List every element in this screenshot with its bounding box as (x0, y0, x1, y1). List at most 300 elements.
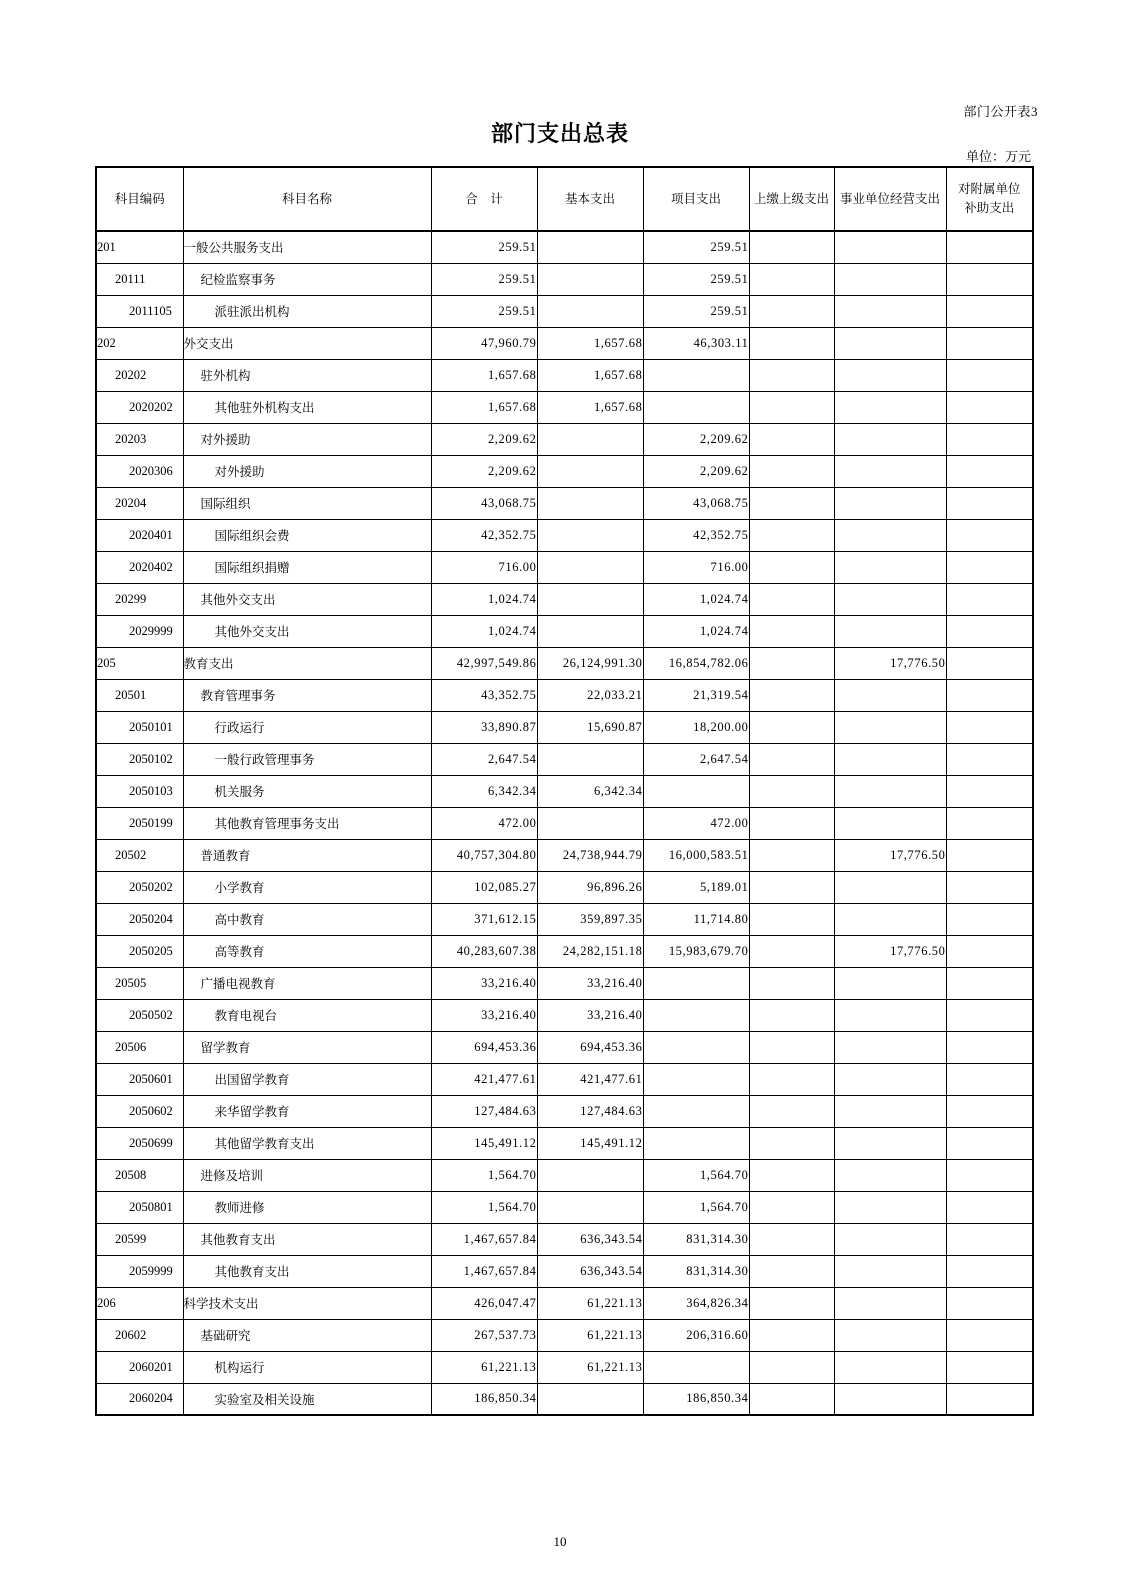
cell-upper-level (749, 871, 834, 903)
cell-operating (834, 455, 946, 487)
cell-total: 6,342.34 (431, 775, 537, 807)
table-row (96, 551, 1033, 583)
cell-operating (834, 967, 946, 999)
cell-total: 42,352.75 (431, 519, 537, 551)
table-row (96, 391, 1033, 423)
page-title: 部门支出总表 (490, 121, 629, 146)
cell-upper-level (749, 743, 834, 775)
cell-upper-level (749, 775, 834, 807)
table-row (96, 295, 1033, 327)
cell-basic (537, 231, 643, 263)
cell-subsidy (946, 1351, 1033, 1383)
cell-project: 21,319.54 (643, 679, 749, 711)
cell-subsidy (946, 935, 1033, 967)
cell-basic: 22,033.21 (537, 679, 643, 711)
table-row (96, 679, 1033, 711)
cell-project: 46,303.11 (643, 327, 749, 359)
cell-basic: 694,453.36 (537, 1031, 643, 1063)
cell-subsidy (946, 583, 1033, 615)
cell-basic: 636,343.54 (537, 1223, 643, 1255)
cell-subsidy (946, 839, 1033, 871)
cell-upper-level (749, 615, 834, 647)
cell-basic: 6,342.34 (537, 775, 643, 807)
cell-operating (834, 1351, 946, 1383)
cell-name: 实验室及相关设施 (183, 1383, 431, 1415)
cell-code: 2020306 (96, 455, 183, 487)
cell-project: 18,200.00 (643, 711, 749, 743)
cell-subsidy (946, 1319, 1033, 1351)
cell-total: 33,216.40 (431, 999, 537, 1031)
cell-subsidy (946, 519, 1033, 551)
cell-subsidy (946, 999, 1033, 1031)
cell-name: 其他外交支出 (183, 583, 431, 615)
cell-code: 2050101 (96, 711, 183, 743)
cell-total: 2,209.62 (431, 423, 537, 455)
cell-subsidy (946, 487, 1033, 519)
cell-operating (834, 1191, 946, 1223)
table-row (96, 455, 1033, 487)
cell-basic: 33,216.40 (537, 967, 643, 999)
cell-total: 1,657.68 (431, 391, 537, 423)
table-row (96, 967, 1033, 999)
cell-project (643, 1095, 749, 1127)
cell-operating (834, 295, 946, 327)
cell-project (643, 359, 749, 391)
table-row (96, 1255, 1033, 1287)
cell-project (643, 775, 749, 807)
cell-basic: 61,221.13 (537, 1287, 643, 1319)
cell-upper-level (749, 1351, 834, 1383)
cell-code: 2050801 (96, 1191, 183, 1223)
column-header-code: 科目编码 (96, 167, 183, 231)
cell-name: 其他教育支出 (183, 1255, 431, 1287)
cell-upper-level (749, 1191, 834, 1223)
cell-project: 2,647.54 (643, 743, 749, 775)
cell-subsidy (946, 359, 1033, 391)
cell-total: 421,477.61 (431, 1063, 537, 1095)
cell-upper-level (749, 839, 834, 871)
cell-project (643, 1031, 749, 1063)
cell-subsidy (946, 679, 1033, 711)
table-row (96, 647, 1033, 679)
cell-upper-level (749, 711, 834, 743)
cell-operating (834, 551, 946, 583)
cell-upper-level (749, 935, 834, 967)
cell-operating (834, 519, 946, 551)
cell-basic (537, 583, 643, 615)
cell-name: 机关服务 (183, 775, 431, 807)
cell-code: 205 (96, 647, 183, 679)
cell-operating (834, 1095, 946, 1127)
cell-total: 1,657.68 (431, 359, 537, 391)
cell-code: 2020402 (96, 551, 183, 583)
cell-total: 43,352.75 (431, 679, 537, 711)
cell-basic (537, 551, 643, 583)
cell-operating (834, 1223, 946, 1255)
cell-subsidy (946, 711, 1033, 743)
cell-operating (834, 327, 946, 359)
cell-name: 行政运行 (183, 711, 431, 743)
cell-project: 259.51 (643, 295, 749, 327)
cell-code: 2020401 (96, 519, 183, 551)
cell-upper-level (749, 263, 834, 295)
cell-total: 33,216.40 (431, 967, 537, 999)
table-header (96, 167, 1033, 231)
cell-name: 一般行政管理事务 (183, 743, 431, 775)
cell-name: 国际组织会费 (183, 519, 431, 551)
cell-name: 高等教育 (183, 935, 431, 967)
cell-code: 20203 (96, 423, 183, 455)
cell-code: 20202 (96, 359, 183, 391)
cell-subsidy (946, 263, 1033, 295)
cell-basic (537, 615, 643, 647)
cell-upper-level (749, 359, 834, 391)
cell-code: 2050204 (96, 903, 183, 935)
cell-name: 其他外交支出 (183, 615, 431, 647)
table-row (96, 1095, 1033, 1127)
cell-code: 2020202 (96, 391, 183, 423)
cell-upper-level (749, 455, 834, 487)
cell-total: 1,564.70 (431, 1191, 537, 1223)
cell-basic: 24,738,944.79 (537, 839, 643, 871)
cell-subsidy (946, 1383, 1033, 1415)
cell-code: 20502 (96, 839, 183, 871)
cell-upper-level (749, 999, 834, 1031)
cell-upper-level (749, 519, 834, 551)
cell-subsidy (946, 1223, 1033, 1255)
cell-basic (537, 423, 643, 455)
cell-basic: 96,896.26 (537, 871, 643, 903)
table-row (96, 423, 1033, 455)
table-row (96, 359, 1033, 391)
cell-total: 259.51 (431, 231, 537, 263)
cell-upper-level (749, 487, 834, 519)
cell-project (643, 1127, 749, 1159)
cell-total: 259.51 (431, 295, 537, 327)
cell-total: 694,453.36 (431, 1031, 537, 1063)
table-row (96, 327, 1033, 359)
cell-total: 472.00 (431, 807, 537, 839)
cell-operating (834, 807, 946, 839)
cell-name: 教育支出 (183, 647, 431, 679)
cell-code: 20111 (96, 263, 183, 295)
cell-subsidy (946, 551, 1033, 583)
cell-subsidy (946, 903, 1033, 935)
cell-code: 20204 (96, 487, 183, 519)
cell-total: 1,024.74 (431, 615, 537, 647)
cell-project: 259.51 (643, 263, 749, 295)
cell-name: 留学教育 (183, 1031, 431, 1063)
cell-total: 40,757,304.80 (431, 839, 537, 871)
cell-upper-level (749, 1255, 834, 1287)
cell-project: 2,209.62 (643, 423, 749, 455)
cell-operating (834, 1255, 946, 1287)
cell-total: 127,484.63 (431, 1095, 537, 1127)
cell-name: 出国留学教育 (183, 1063, 431, 1095)
cell-upper-level (749, 583, 834, 615)
cell-subsidy (946, 295, 1033, 327)
cell-operating: 17,776.50 (834, 839, 946, 871)
cell-name: 国际组织捐赠 (183, 551, 431, 583)
cell-project: 364,826.34 (643, 1287, 749, 1319)
cell-operating (834, 1287, 946, 1319)
cell-operating (834, 231, 946, 263)
doc-label: 部门公开表3 (963, 104, 1038, 119)
table-row (96, 839, 1033, 871)
cell-code: 20501 (96, 679, 183, 711)
cell-name: 对外援助 (183, 423, 431, 455)
cell-basic: 421,477.61 (537, 1063, 643, 1095)
cell-subsidy (946, 871, 1033, 903)
cell-project: 2,209.62 (643, 455, 749, 487)
cell-subsidy (946, 1191, 1033, 1223)
cell-name: 其他留学教育支出 (183, 1127, 431, 1159)
cell-code: 20299 (96, 583, 183, 615)
cell-operating: 17,776.50 (834, 935, 946, 967)
column-header-total: 合 计 (431, 167, 537, 231)
cell-name: 小学教育 (183, 871, 431, 903)
cell-operating (834, 423, 946, 455)
cell-total: 40,283,607.38 (431, 935, 537, 967)
cell-project: 472.00 (643, 807, 749, 839)
table-row (96, 871, 1033, 903)
table-row (96, 1127, 1033, 1159)
cell-project: 1,564.70 (643, 1159, 749, 1191)
cell-name: 其他教育管理事务支出 (183, 807, 431, 839)
table-row (96, 743, 1033, 775)
cell-basic: 1,657.68 (537, 327, 643, 359)
cell-project: 206,316.60 (643, 1319, 749, 1351)
cell-basic: 359,897.35 (537, 903, 643, 935)
cell-operating (834, 615, 946, 647)
cell-operating (834, 775, 946, 807)
cell-project: 831,314.30 (643, 1255, 749, 1287)
cell-name: 一般公共服务支出 (183, 231, 431, 263)
cell-upper-level (749, 1159, 834, 1191)
table-row (96, 1223, 1033, 1255)
cell-basic (537, 263, 643, 295)
table-row (96, 615, 1033, 647)
cell-code: 2060204 (96, 1383, 183, 1415)
table-row (96, 263, 1033, 295)
cell-operating (834, 903, 946, 935)
cell-basic: 127,484.63 (537, 1095, 643, 1127)
cell-code: 2050202 (96, 871, 183, 903)
unit-label: 单位：万元 (965, 149, 1031, 164)
cell-total: 145,491.12 (431, 1127, 537, 1159)
cell-subsidy (946, 743, 1033, 775)
cell-upper-level (749, 327, 834, 359)
cell-upper-level (749, 903, 834, 935)
cell-name: 科学技术支出 (183, 1287, 431, 1319)
column-header-subsidy: 对附属单位 补助支出 (946, 167, 1033, 231)
cell-operating (834, 999, 946, 1031)
cell-upper-level (749, 647, 834, 679)
cell-upper-level (749, 295, 834, 327)
cell-operating (834, 487, 946, 519)
column-header-basic: 基本支出 (537, 167, 643, 231)
header-row (96, 167, 1033, 231)
cell-total: 2,647.54 (431, 743, 537, 775)
table-row (96, 231, 1033, 263)
cell-total: 43,068.75 (431, 487, 537, 519)
cell-project: 43,068.75 (643, 487, 749, 519)
page-number: 10 (553, 1534, 567, 1549)
cell-subsidy (946, 807, 1033, 839)
cell-basic: 33,216.40 (537, 999, 643, 1031)
cell-project: 11,714.80 (643, 903, 749, 935)
cell-total: 1,564.70 (431, 1159, 537, 1191)
cell-basic: 1,657.68 (537, 391, 643, 423)
cell-operating (834, 583, 946, 615)
cell-operating (834, 263, 946, 295)
table-row (96, 1063, 1033, 1095)
cell-project: 1,024.74 (643, 583, 749, 615)
cell-total: 47,960.79 (431, 327, 537, 359)
cell-project: 259.51 (643, 231, 749, 263)
cell-name: 教育电视台 (183, 999, 431, 1031)
table-row (96, 1383, 1033, 1415)
cell-name: 其他驻外机构支出 (183, 391, 431, 423)
cell-upper-level (749, 551, 834, 583)
cell-name: 高中教育 (183, 903, 431, 935)
cell-subsidy (946, 1159, 1033, 1191)
cell-code: 2050699 (96, 1127, 183, 1159)
cell-operating (834, 1319, 946, 1351)
cell-code: 2029999 (96, 615, 183, 647)
cell-name: 教师进修 (183, 1191, 431, 1223)
cell-basic (537, 807, 643, 839)
cell-total: 1,467,657.84 (431, 1223, 537, 1255)
cell-subsidy (946, 455, 1033, 487)
cell-code: 20506 (96, 1031, 183, 1063)
column-header-upper-level: 上缴上级支出 (749, 167, 834, 231)
cell-operating (834, 1063, 946, 1095)
cell-upper-level (749, 1095, 834, 1127)
cell-operating (834, 359, 946, 391)
table-row (96, 711, 1033, 743)
cell-operating (834, 1127, 946, 1159)
cell-name: 对外援助 (183, 455, 431, 487)
table-row (96, 935, 1033, 967)
cell-project (643, 1351, 749, 1383)
cell-project: 186,850.34 (643, 1383, 749, 1415)
cell-total: 426,047.47 (431, 1287, 537, 1319)
cell-subsidy (946, 1031, 1033, 1063)
cell-name: 派驻派出机构 (183, 295, 431, 327)
cell-operating (834, 1383, 946, 1415)
cell-basic (537, 455, 643, 487)
cell-basic: 61,221.13 (537, 1351, 643, 1383)
cell-name: 驻外机构 (183, 359, 431, 391)
cell-operating (834, 1031, 946, 1063)
cell-name: 外交支出 (183, 327, 431, 359)
cell-project: 1,564.70 (643, 1191, 749, 1223)
cell-subsidy (946, 391, 1033, 423)
cell-project: 1,024.74 (643, 615, 749, 647)
cell-code: 2050199 (96, 807, 183, 839)
cell-code: 20602 (96, 1319, 183, 1351)
cell-basic (537, 1159, 643, 1191)
cell-project: 831,314.30 (643, 1223, 749, 1255)
cell-subsidy (946, 615, 1033, 647)
cell-code: 20599 (96, 1223, 183, 1255)
cell-upper-level (749, 391, 834, 423)
cell-total: 33,890.87 (431, 711, 537, 743)
cell-upper-level (749, 1063, 834, 1095)
table-row (96, 1319, 1033, 1351)
cell-code: 20505 (96, 967, 183, 999)
cell-operating (834, 679, 946, 711)
table-row (96, 1287, 1033, 1319)
cell-subsidy (946, 327, 1033, 359)
cell-subsidy (946, 1287, 1033, 1319)
table-row (96, 1159, 1033, 1191)
cell-basic: 1,657.68 (537, 359, 643, 391)
cell-operating (834, 871, 946, 903)
cell-total: 716.00 (431, 551, 537, 583)
cell-total: 1,467,657.84 (431, 1255, 537, 1287)
cell-total: 267,537.73 (431, 1319, 537, 1351)
cell-code: 2011105 (96, 295, 183, 327)
cell-project (643, 967, 749, 999)
cell-subsidy (946, 1095, 1033, 1127)
cell-code: 2050103 (96, 775, 183, 807)
cell-name: 基础研究 (183, 1319, 431, 1351)
cell-basic (537, 295, 643, 327)
table-body (96, 231, 1033, 1415)
table-row (96, 999, 1033, 1031)
cell-total: 42,997,549.86 (431, 647, 537, 679)
cell-upper-level (749, 807, 834, 839)
cell-name: 普通教育 (183, 839, 431, 871)
cell-code: 2059999 (96, 1255, 183, 1287)
cell-total: 102,085.27 (431, 871, 537, 903)
cell-total: 2,209.62 (431, 455, 537, 487)
cell-code: 20508 (96, 1159, 183, 1191)
cell-basic: 26,124,991.30 (537, 647, 643, 679)
table-row (96, 807, 1033, 839)
cell-project (643, 391, 749, 423)
cell-name: 国际组织 (183, 487, 431, 519)
cell-code: 202 (96, 327, 183, 359)
cell-basic: 24,282,151.18 (537, 935, 643, 967)
cell-name: 进修及培训 (183, 1159, 431, 1191)
table-row (96, 583, 1033, 615)
column-header-operating: 事业单位经营支出 (834, 167, 946, 231)
cell-basic: 145,491.12 (537, 1127, 643, 1159)
cell-operating: 17,776.50 (834, 647, 946, 679)
cell-name: 其他教育支出 (183, 1223, 431, 1255)
cell-basic: 15,690.87 (537, 711, 643, 743)
cell-name: 广播电视教育 (183, 967, 431, 999)
cell-basic (537, 743, 643, 775)
cell-basic (537, 519, 643, 551)
cell-operating (834, 1159, 946, 1191)
cell-basic (537, 487, 643, 519)
cell-code: 206 (96, 1287, 183, 1319)
column-header-name: 科目名称 (183, 167, 431, 231)
cell-total: 186,850.34 (431, 1383, 537, 1415)
table-row (96, 1031, 1033, 1063)
cell-project: 16,000,583.51 (643, 839, 749, 871)
cell-subsidy (946, 1063, 1033, 1095)
table-row (96, 775, 1033, 807)
cell-operating (834, 391, 946, 423)
table-row (96, 1351, 1033, 1383)
cell-name: 来华留学教育 (183, 1095, 431, 1127)
cell-total: 61,221.13 (431, 1351, 537, 1383)
